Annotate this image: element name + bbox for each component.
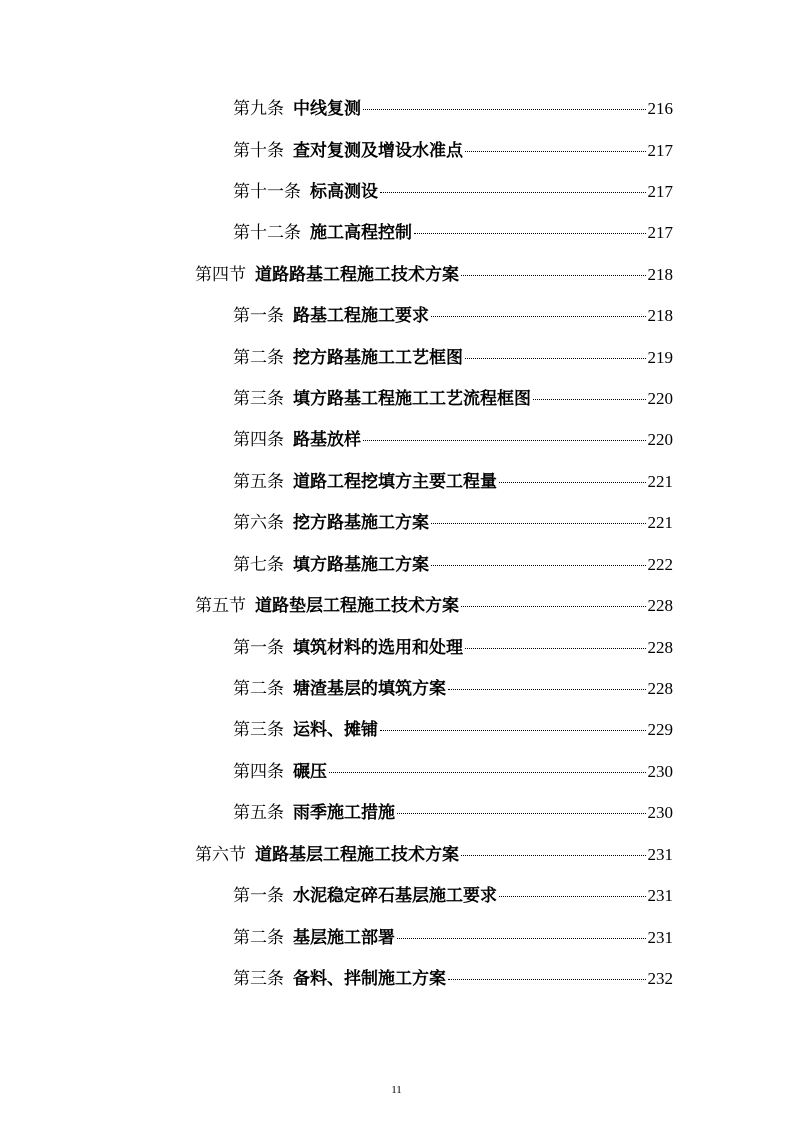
entry-title: 道路基层工程施工技术方案 <box>255 845 459 865</box>
footer-page-number: 11 <box>391 1084 402 1096</box>
entry-number: 第四节 <box>195 265 246 285</box>
entry-title: 塘渣基层的填筑方案 <box>293 679 446 699</box>
entry-title: 道路垫层工程施工技术方案 <box>255 596 459 616</box>
toc-entry[interactable] <box>233 305 673 327</box>
entry-number: 第四条 <box>233 762 284 782</box>
entry-number: 第二条 <box>233 679 284 699</box>
dot-leader <box>431 523 646 524</box>
dot-leader <box>397 938 646 939</box>
entry-page-number: 218 <box>647 265 673 284</box>
entry-number: 第三条 <box>233 720 284 740</box>
entry-number: 第一条 <box>233 886 284 906</box>
entry-page-number: 221 <box>647 472 673 491</box>
entry-page-number: 229 <box>647 720 673 739</box>
entry-number: 第三条 <box>233 389 284 409</box>
dot-leader <box>431 316 646 317</box>
toc-entry[interactable] <box>233 429 673 451</box>
dot-leader <box>461 855 646 856</box>
toc-entry[interactable] <box>233 719 673 741</box>
dot-leader <box>448 689 646 690</box>
entry-title: 道路工程挖填方主要工程量 <box>293 472 497 492</box>
entry-number: 第六节 <box>195 845 246 865</box>
dot-leader <box>499 482 646 483</box>
toc-entry[interactable] <box>233 140 673 162</box>
toc-entry[interactable] <box>233 678 673 700</box>
dot-leader <box>461 275 646 276</box>
entry-title: 填筑材料的选用和处理 <box>293 638 463 658</box>
dot-leader <box>533 399 646 400</box>
entry-page-number: 232 <box>647 969 673 988</box>
toc-entry[interactable] <box>233 512 673 534</box>
entry-title: 水泥稳定碎石基层施工要求 <box>293 886 497 906</box>
toc-entry[interactable] <box>233 347 673 369</box>
entry-number: 第十二条 <box>233 223 301 243</box>
entry-title: 挖方路基施工工艺框图 <box>293 348 463 368</box>
dot-leader <box>431 565 646 566</box>
entry-page-number: 219 <box>647 348 673 367</box>
toc-entry[interactable] <box>233 471 673 493</box>
entry-number: 第十一条 <box>233 182 301 202</box>
dot-leader <box>397 813 646 814</box>
entry-title: 施工高程控制 <box>310 223 412 243</box>
dot-leader <box>380 192 646 193</box>
entry-page-number: 231 <box>647 928 673 947</box>
entry-page-number: 228 <box>647 596 673 615</box>
entry-page-number: 217 <box>647 223 673 242</box>
entry-title: 填方路基施工方案 <box>293 555 429 575</box>
entry-page-number: 222 <box>647 555 673 574</box>
entry-number: 第六条 <box>233 513 284 533</box>
toc-entry[interactable] <box>195 844 673 866</box>
dot-leader <box>499 896 646 897</box>
entry-number: 第四条 <box>233 430 284 450</box>
entry-page-number: 228 <box>647 679 673 698</box>
dot-leader <box>448 979 646 980</box>
entry-title: 雨季施工措施 <box>293 803 395 823</box>
entry-title: 路基放样 <box>293 430 361 450</box>
toc-entry[interactable] <box>233 968 673 990</box>
entry-number: 第一条 <box>233 306 284 326</box>
toc-entry[interactable] <box>233 181 673 203</box>
entry-title: 备料、拌制施工方案 <box>293 969 446 989</box>
toc-entry[interactable] <box>233 222 673 244</box>
entry-page-number: 216 <box>647 99 673 118</box>
dot-leader <box>465 358 646 359</box>
dot-leader <box>363 440 646 441</box>
dot-leader <box>380 730 646 731</box>
toc-entry[interactable] <box>233 927 673 949</box>
dot-leader <box>461 606 646 607</box>
entry-page-number: 218 <box>647 306 673 325</box>
toc-entry[interactable] <box>233 761 673 783</box>
toc-entry[interactable] <box>233 388 673 410</box>
entry-title: 碾压 <box>293 762 327 782</box>
entry-number: 第二条 <box>233 348 284 368</box>
entry-title: 路基工程施工要求 <box>293 306 429 326</box>
entry-page-number: 220 <box>647 389 673 408</box>
toc-entry[interactable] <box>195 595 673 617</box>
dot-leader <box>329 772 646 773</box>
entry-page-number: 231 <box>647 845 673 864</box>
entry-page-number: 231 <box>647 886 673 905</box>
toc-entry[interactable] <box>233 885 673 907</box>
entry-page-number: 221 <box>647 513 673 532</box>
dot-leader <box>465 648 646 649</box>
entry-number: 第五节 <box>195 596 246 616</box>
entry-title: 查对复测及增设水准点 <box>293 141 463 161</box>
entry-page-number: 230 <box>647 803 673 822</box>
entry-number: 第九条 <box>233 99 284 119</box>
dot-leader <box>363 109 646 110</box>
toc-entry[interactable] <box>233 554 673 576</box>
dot-leader <box>414 233 646 234</box>
toc-entry[interactable] <box>233 98 673 120</box>
entry-title: 运料、摊铺 <box>293 720 378 740</box>
entry-page-number: 217 <box>647 141 673 160</box>
entry-page-number: 220 <box>647 430 673 449</box>
entry-title: 挖方路基施工方案 <box>293 513 429 533</box>
entry-number: 第三条 <box>233 969 284 989</box>
dot-leader <box>465 151 646 152</box>
entry-number: 第七条 <box>233 555 284 575</box>
entry-number: 第一条 <box>233 638 284 658</box>
toc-entry[interactable] <box>233 802 673 824</box>
entry-page-number: 217 <box>647 182 673 201</box>
entry-number: 第五条 <box>233 803 284 823</box>
entry-page-number: 230 <box>647 762 673 781</box>
entry-title: 中线复测 <box>293 99 361 119</box>
toc-entry[interactable] <box>233 637 673 659</box>
entry-title: 基层施工部署 <box>293 928 395 948</box>
entry-title: 填方路基工程施工工艺流程框图 <box>293 389 531 409</box>
entry-title: 标高测设 <box>310 182 378 202</box>
entry-title: 道路路基工程施工技术方案 <box>255 265 459 285</box>
entry-number: 第五条 <box>233 472 284 492</box>
entry-number: 第二条 <box>233 928 284 948</box>
entry-page-number: 228 <box>647 638 673 657</box>
toc-entry[interactable] <box>195 264 673 286</box>
entry-number: 第十条 <box>233 141 284 161</box>
